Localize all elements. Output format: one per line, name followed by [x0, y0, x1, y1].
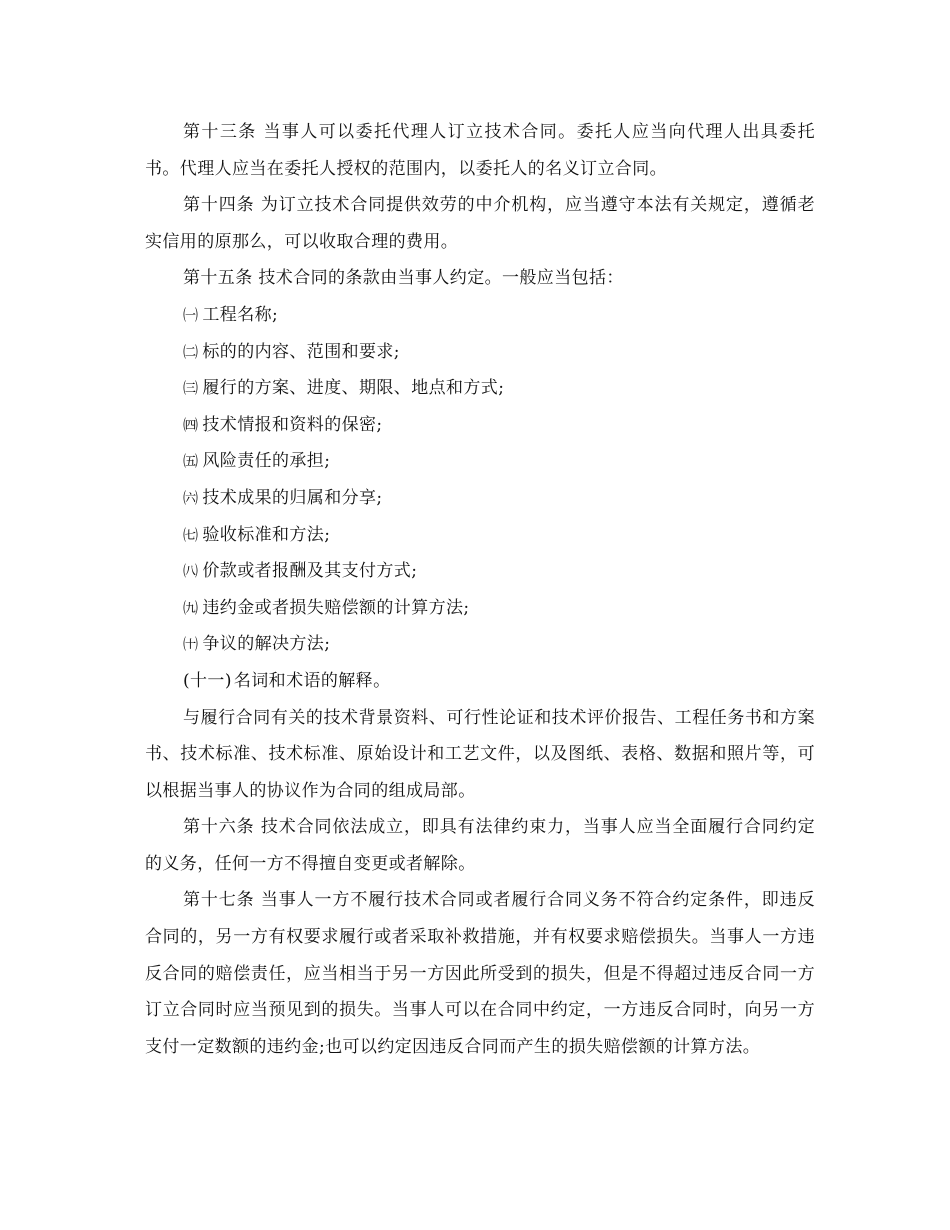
article-16-paragraph: 第十六条 技术合同依法成立，即具有法律约束力，当事人应当全面履行合同约定的义务，任何一方不得擅自变更或者解除。 — [145, 817, 815, 874]
clause-text: 技术情报和资料的保密; — [202, 414, 383, 435]
clause-marker: ㈤ — [183, 452, 199, 471]
clause-item-1 — [145, 297, 815, 334]
article-13-paragraph: 第十三条 当事人可以委托代理人订立技术合同。委托人应当向代理人出具委托书。代理人应当在委托人授权的范围内，以委托人的名义订立合同。 — [145, 122, 815, 179]
clause-text: 风险责任的承担; — [202, 451, 331, 472]
clause-marker: ㈣ — [183, 415, 199, 434]
article-17-paragraph: 第十七条 当事人一方不履行技术合同或者履行合同义务不符合约定条件，即违反合同的，另一方有权要求履行或者采取补救措施，并有权要求赔偿损失。当事人一方违反合同的赔偿责任，应当相当于另一方因此所受到的损失，但是不得超过违反合同一方订立合同时应当预见到的损失。当事人可以在合同中约定，一方违反合同时，向另一方支付一定数额的违约金;也可以约定因违反合同而产生的损失赔偿额的计算方法。 — [145, 890, 815, 1057]
clause-item-7 — [145, 517, 815, 554]
clause-marker: ㈡ — [183, 342, 199, 361]
clause-text: 技术成果的归属和分享; — [202, 487, 383, 508]
clause-marker: (十一) — [183, 670, 232, 691]
clause-item-4 — [145, 407, 815, 444]
clause-item-8 — [145, 553, 815, 590]
clause-item-5 — [145, 443, 815, 480]
clause-text: 名词和术语的解释。 — [233, 670, 391, 691]
clause-marker: ㈦ — [183, 525, 199, 544]
clause-item-11 — [145, 663, 815, 700]
clause-text: 违约金或者损失赔偿额的计算方法; — [202, 597, 470, 618]
clause-marker: ㈢ — [183, 379, 199, 398]
clause-item-10 — [145, 626, 815, 663]
clause-item-6 — [145, 480, 815, 517]
attachments-paragraph: 与履行合同有关的技术背景资料、可行性论证和技术评价报告、工程任务书和方案书、技术标准、技术标准、原始设计和工艺文件，以及图纸、表格、数据和照片等，可以根据当事人的协议作为合同的组成局部。 — [145, 707, 815, 801]
clause-marker: ㈧ — [183, 562, 199, 581]
clause-text: 价款或者报酬及其支付方式; — [202, 561, 418, 582]
clause-marker: ㈥ — [183, 488, 199, 507]
clause-text: 争议的解决方法; — [202, 634, 331, 655]
article-14-paragraph: 第十四条 为订立技术合同提供效劳的中介机构，应当遵守本法有关规定，遵循老实信用的原那么，可以收取合理的费用。 — [145, 195, 815, 252]
clause-marker: ㈨ — [183, 598, 199, 617]
clause-marker: ㈩ — [183, 635, 199, 654]
clause-text: 履行的方案、进度、期限、地点和方式; — [202, 378, 505, 399]
document-page — [145, 114, 815, 1065]
clause-item-3 — [145, 370, 815, 407]
clause-text: 标的的内容、范围和要求; — [202, 341, 400, 362]
clause-item-9 — [145, 590, 815, 627]
clause-text: 工程名称; — [202, 304, 279, 325]
article-15-paragraph: 第十五条 技术合同的条款由当事人约定。一般应当包括： — [183, 268, 624, 289]
clause-text: 验收标准和方法; — [202, 524, 331, 545]
clause-item-2 — [145, 334, 815, 371]
clause-marker: ㈠ — [183, 305, 199, 324]
